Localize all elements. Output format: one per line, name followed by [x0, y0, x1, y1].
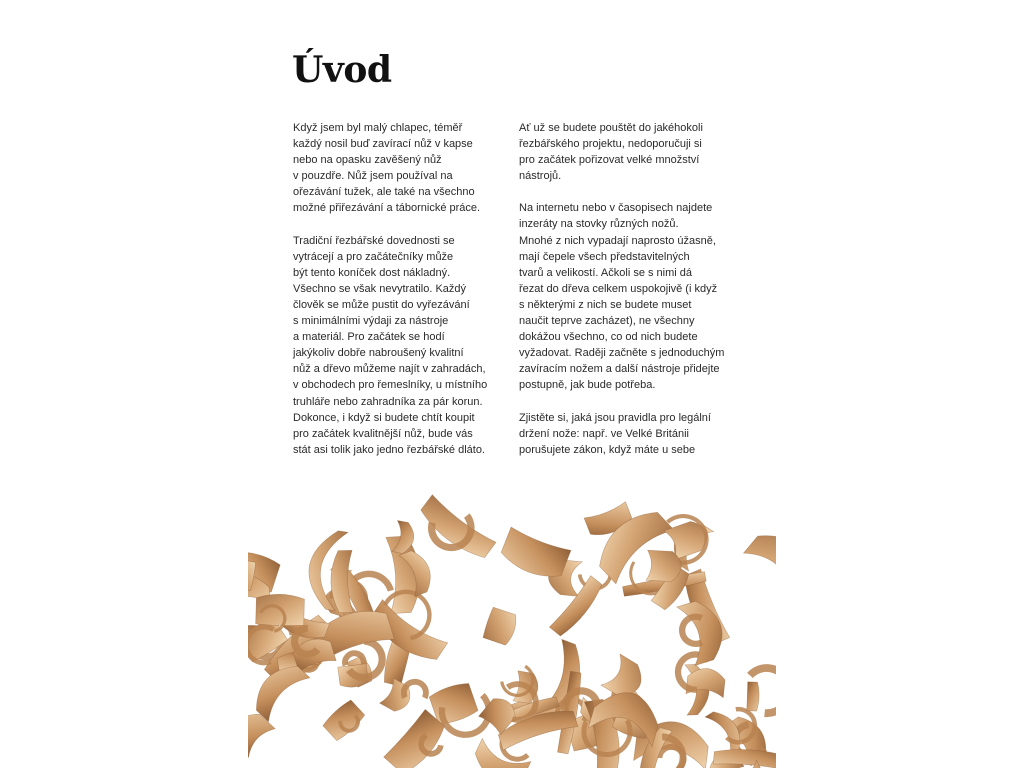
text-column-right: [519, 120, 741, 474]
text-column-left: [293, 120, 515, 474]
wood-shaving: [744, 523, 776, 594]
wood-shaving: [747, 682, 760, 711]
wood-shavings-image: [248, 474, 776, 768]
wood-shaving: [482, 607, 519, 646]
paragraph: Tradiční řezbářské dovednosti se vytrácejí a pro začátečníky může být tento koníček dost nákladný. Všechno se však nevytratilo. Každý člověk se může pustit do vyřezávání s minimálními výdaji za nástroje a materiál. Pro začátek se hodí jakýkoliv dobře nabroušený kvalitní nůž a dřevo můžeme najít v zahradách, v obchodech pro řemeslníky, u místního truhláře nebo zahradníka za pár korun. Dokonce, i když si budete chtít koupit pro začátek kvalitnější nůž, bude vás stát asi tolik jako jedno řezbářské dláto.: [293, 234, 488, 456]
wood-shaving: [498, 527, 571, 583]
paragraph: Na internetu nebo v časopisech najdete inzeráty na stovky různých nožů. Mnohé z nich vypadají naprosto úžasně, mají čepele všech představitelných tvarů a velikostí. Ačkoli se s nimi dá řezat do dřeva celkem uspokojivě (i když s některými z nich se budete muset naučit teprve zacházet), ne všechny dokážou všechno, co od nich budete vyžadovat. Raději začněte s jednoduchým zavíracím nožem a další nástroje přidejte postupně, jak bude potřeba.: [519, 202, 725, 392]
page-title: Úvod: [292, 49, 392, 91]
paragraph: Ať už se budete pouštět do jakéhokoli řezbářského projektu, nedoporučuji si pro začátek pořizovat velké množství nástrojů.: [519, 122, 703, 183]
paragraph: Když jsem byl malý chlapec, téměř každý nosil buď zavírací nůž v kapse nebo na opasku zavěšený nůž v pouzdře. Nůž jsem používal na ořezávání tužek, ale také na všechno možné přiřezávání a tábornické práce.: [293, 122, 481, 215]
paragraph: Zjistěte si, jaká jsou pravidla pro legální držení nože: např. ve Velké Británii porušujete zákon, když máte u sebe: [519, 411, 711, 456]
